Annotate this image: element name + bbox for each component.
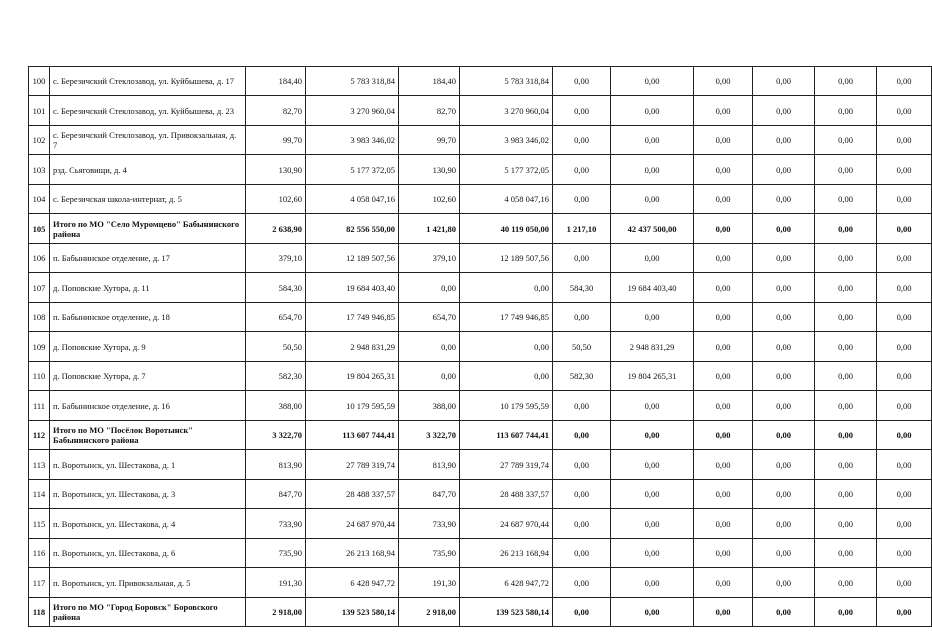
value-cell: 0,00 [460,362,553,391]
value-cell: 0,00 [877,362,932,391]
address-cell: п. Воротынск, ул. Шестакова, д. 4 [50,509,246,539]
table-row [29,155,932,185]
value-cell: 0,00 [815,96,877,126]
value-cell: 0,00 [611,303,694,332]
value-cell: 0,00 [694,96,753,126]
value-cell: 654,70 [399,303,460,332]
value-cell: 0,00 [694,303,753,332]
value-cell: 139 523 580,14 [306,598,399,627]
value-cell: 184,40 [246,67,306,96]
value-cell: 0,00 [553,391,611,421]
address-cell: Итого по МО "Город Боровск" Боровского района [50,598,246,627]
row-number-cell: 116 [29,539,50,568]
table-row [29,185,932,214]
value-cell: 0,00 [753,155,815,185]
address-cell: с. Березичский Стеклозавод, ул. Куйбышева, д. 23 [50,96,246,126]
value-cell: 0,00 [753,421,815,450]
value-cell: 12 189 507,56 [460,244,553,273]
value-cell: 0,00 [877,539,932,568]
value-cell: 0,00 [877,185,932,214]
value-cell: 99,70 [246,126,306,155]
value-cell: 813,90 [399,450,460,480]
value-cell: 130,90 [246,155,306,185]
address-cell: Итого по МО "Село Муромцево" Бабынинского района [50,214,246,244]
value-cell: 0,00 [753,185,815,214]
value-cell: 584,30 [553,273,611,303]
value-cell: 0,00 [753,126,815,155]
row-number-cell: 117 [29,568,50,598]
value-cell: 0,00 [815,155,877,185]
value-cell: 0,00 [815,568,877,598]
value-cell: 2 918,00 [399,598,460,627]
table-row [29,568,932,598]
row-number-cell: 114 [29,480,50,509]
value-cell: 26 213 168,94 [460,539,553,568]
value-cell: 3 322,70 [399,421,460,450]
value-cell: 113 607 744,41 [460,421,553,450]
address-cell: Итого по МО "Посёлок Воротынск" Бабынинского района [50,421,246,450]
value-cell: 847,70 [399,480,460,509]
value-cell: 99,70 [399,126,460,155]
value-cell: 0,00 [553,96,611,126]
value-cell: 0,00 [877,509,932,539]
value-cell: 0,00 [877,568,932,598]
value-cell: 0,00 [877,391,932,421]
value-cell: 0,00 [694,598,753,627]
value-cell: 813,90 [246,450,306,480]
value-cell: 27 789 319,74 [460,450,553,480]
value-cell: 2 948 831,29 [611,332,694,362]
value-cell: 0,00 [753,391,815,421]
row-number-cell: 115 [29,509,50,539]
table-body [29,67,932,627]
value-cell: 0,00 [611,509,694,539]
value-cell: 0,00 [611,421,694,450]
value-cell: 3 270 960,04 [460,96,553,126]
value-cell: 0,00 [877,303,932,332]
table-total-row [29,598,932,627]
value-cell: 0,00 [694,362,753,391]
table-row [29,480,932,509]
value-cell: 5 783 318,84 [460,67,553,96]
address-cell: п. Бабынинское отделение, д. 16 [50,391,246,421]
value-cell: 0,00 [877,480,932,509]
value-cell: 0,00 [694,155,753,185]
value-cell: 24 687 970,44 [460,509,553,539]
value-cell: 10 179 595,59 [306,391,399,421]
address-cell: п. Воротынск, ул. Шестакова, д. 6 [50,539,246,568]
value-cell: 3 270 960,04 [306,96,399,126]
value-cell: 379,10 [246,244,306,273]
value-cell: 82,70 [246,96,306,126]
table-row [29,244,932,273]
value-cell: 0,00 [815,67,877,96]
value-cell: 2 918,00 [246,598,306,627]
row-number-cell: 103 [29,155,50,185]
value-cell: 733,90 [246,509,306,539]
value-cell: 0,00 [694,539,753,568]
value-cell: 0,00 [460,273,553,303]
address-cell: п. Бабынинское отделение, д. 18 [50,303,246,332]
value-cell: 0,00 [553,303,611,332]
housing-table [28,66,932,627]
value-cell: 82,70 [399,96,460,126]
row-number-cell: 104 [29,185,50,214]
value-cell: 0,00 [553,421,611,450]
value-cell: 0,00 [553,126,611,155]
value-cell: 2 638,90 [246,214,306,244]
value-cell: 27 789 319,74 [306,450,399,480]
value-cell: 0,00 [553,244,611,273]
address-cell: п. Воротынск, ул. Привокзальная, д. 5 [50,568,246,598]
row-number-cell: 102 [29,126,50,155]
value-cell: 0,00 [815,362,877,391]
value-cell: 0,00 [611,568,694,598]
value-cell: 0,00 [877,155,932,185]
row-number-cell: 101 [29,96,50,126]
value-cell: 0,00 [694,480,753,509]
address-cell: с. Березичский Стеклозавод, ул. Куйбышева, д. 17 [50,67,246,96]
value-cell: 0,00 [815,303,877,332]
value-cell: 0,00 [815,480,877,509]
value-cell: 0,00 [694,332,753,362]
value-cell: 6 428 947,72 [306,568,399,598]
value-cell: 0,00 [753,539,815,568]
value-cell: 0,00 [877,96,932,126]
value-cell: 26 213 168,94 [306,539,399,568]
table-row [29,67,932,96]
value-cell: 10 179 595,59 [460,391,553,421]
value-cell: 5 783 318,84 [306,67,399,96]
value-cell: 0,00 [753,244,815,273]
value-cell: 0,00 [815,214,877,244]
value-cell: 19 804 265,31 [306,362,399,391]
value-cell: 0,00 [753,96,815,126]
value-cell: 5 177 372,05 [460,155,553,185]
value-cell: 0,00 [553,185,611,214]
value-cell: 3 983 346,02 [460,126,553,155]
value-cell: 0,00 [694,509,753,539]
value-cell: 584,30 [246,273,306,303]
value-cell: 102,60 [246,185,306,214]
table-row [29,450,932,480]
value-cell: 0,00 [694,214,753,244]
value-cell: 0,00 [877,214,932,244]
row-number-cell: 111 [29,391,50,421]
value-cell: 735,90 [399,539,460,568]
value-cell: 0,00 [399,362,460,391]
table-row [29,126,932,155]
value-cell: 0,00 [460,332,553,362]
value-cell: 0,00 [815,273,877,303]
value-cell: 191,30 [246,568,306,598]
value-cell: 17 749 946,85 [460,303,553,332]
value-cell: 6 428 947,72 [460,568,553,598]
value-cell: 0,00 [694,185,753,214]
table-row [29,96,932,126]
value-cell: 0,00 [815,391,877,421]
table-row [29,509,932,539]
value-cell: 0,00 [694,568,753,598]
value-cell: 388,00 [246,391,306,421]
value-cell: 19 684 403,40 [306,273,399,303]
value-cell: 102,60 [399,185,460,214]
value-cell: 0,00 [553,67,611,96]
row-number-cell: 108 [29,303,50,332]
row-number-cell: 106 [29,244,50,273]
value-cell: 28 488 337,57 [306,480,399,509]
value-cell: 0,00 [877,126,932,155]
address-cell: рзд. Сьяговищи, д. 4 [50,155,246,185]
table-row [29,273,932,303]
table-row [29,391,932,421]
value-cell: 0,00 [553,509,611,539]
row-number-cell: 105 [29,214,50,244]
address-cell: с. Березичская школа-интернат, д. 5 [50,185,246,214]
value-cell: 82 556 550,00 [306,214,399,244]
value-cell: 0,00 [399,273,460,303]
value-cell: 0,00 [815,126,877,155]
row-number-cell: 110 [29,362,50,391]
value-cell: 0,00 [611,67,694,96]
value-cell: 0,00 [611,185,694,214]
value-cell: 4 058 047,16 [306,185,399,214]
value-cell: 0,00 [877,67,932,96]
value-cell: 0,00 [877,421,932,450]
value-cell: 0,00 [815,450,877,480]
value-cell: 582,30 [553,362,611,391]
value-cell: 113 607 744,41 [306,421,399,450]
address-cell: п. Воротынск, ул. Шестакова, д. 3 [50,480,246,509]
value-cell: 184,40 [399,67,460,96]
value-cell: 0,00 [611,96,694,126]
value-cell: 0,00 [611,126,694,155]
value-cell: 0,00 [815,598,877,627]
value-cell: 0,00 [815,509,877,539]
address-cell: п. Воротынск, ул. Шестакова, д. 1 [50,450,246,480]
row-number-cell: 112 [29,421,50,450]
value-cell: 5 177 372,05 [306,155,399,185]
value-cell: 0,00 [753,332,815,362]
table-row [29,332,932,362]
value-cell: 654,70 [246,303,306,332]
value-cell: 0,00 [553,598,611,627]
value-cell: 0,00 [399,332,460,362]
value-cell: 40 119 050,00 [460,214,553,244]
value-cell: 19 684 403,40 [611,273,694,303]
row-number-cell: 113 [29,450,50,480]
value-cell: 847,70 [246,480,306,509]
value-cell: 1 421,80 [399,214,460,244]
value-cell: 0,00 [815,539,877,568]
table-row [29,303,932,332]
value-cell: 0,00 [611,155,694,185]
value-cell: 0,00 [611,598,694,627]
value-cell: 0,00 [694,67,753,96]
value-cell: 28 488 337,57 [460,480,553,509]
value-cell: 3 322,70 [246,421,306,450]
value-cell: 42 437 500,00 [611,214,694,244]
value-cell: 0,00 [611,391,694,421]
value-cell: 388,00 [399,391,460,421]
value-cell: 0,00 [611,450,694,480]
row-number-cell: 107 [29,273,50,303]
value-cell: 0,00 [815,332,877,362]
value-cell: 0,00 [694,391,753,421]
value-cell: 0,00 [694,450,753,480]
value-cell: 0,00 [694,421,753,450]
address-cell: д. Поповские Хутора, д. 7 [50,362,246,391]
value-cell: 0,00 [753,214,815,244]
value-cell: 0,00 [553,450,611,480]
row-number-cell: 109 [29,332,50,362]
value-cell: 0,00 [753,450,815,480]
value-cell: 0,00 [877,273,932,303]
value-cell: 0,00 [753,303,815,332]
value-cell: 0,00 [553,568,611,598]
value-cell: 0,00 [815,185,877,214]
value-cell: 582,30 [246,362,306,391]
value-cell: 130,90 [399,155,460,185]
value-cell: 735,90 [246,539,306,568]
value-cell: 1 217,10 [553,214,611,244]
value-cell: 0,00 [553,480,611,509]
value-cell: 0,00 [753,67,815,96]
address-cell: д. Поповские Хутора, д. 9 [50,332,246,362]
value-cell: 139 523 580,14 [460,598,553,627]
value-cell: 0,00 [815,421,877,450]
value-cell: 0,00 [877,332,932,362]
value-cell: 3 983 346,02 [306,126,399,155]
row-number-cell: 118 [29,598,50,627]
value-cell: 0,00 [877,598,932,627]
value-cell: 24 687 970,44 [306,509,399,539]
value-cell: 0,00 [611,244,694,273]
value-cell: 19 804 265,31 [611,362,694,391]
value-cell: 733,90 [399,509,460,539]
value-cell: 4 058 047,16 [460,185,553,214]
value-cell: 0,00 [753,568,815,598]
value-cell: 0,00 [694,244,753,273]
address-cell: д. Поповские Хутора, д. 11 [50,273,246,303]
value-cell: 0,00 [753,598,815,627]
value-cell: 0,00 [694,126,753,155]
table-total-row [29,214,932,244]
value-cell: 0,00 [553,539,611,568]
value-cell: 0,00 [611,539,694,568]
document-page [28,66,912,627]
value-cell: 0,00 [877,244,932,273]
table-row [29,539,932,568]
value-cell: 0,00 [753,273,815,303]
value-cell: 0,00 [753,362,815,391]
value-cell: 17 749 946,85 [306,303,399,332]
table-row [29,362,932,391]
value-cell: 0,00 [553,155,611,185]
value-cell: 379,10 [399,244,460,273]
address-cell: с. Березичский Стеклозавод, ул. Привокзальная, д. 7 [50,126,246,155]
value-cell: 0,00 [815,244,877,273]
value-cell: 0,00 [694,273,753,303]
value-cell: 0,00 [753,509,815,539]
value-cell: 12 189 507,56 [306,244,399,273]
value-cell: 50,50 [553,332,611,362]
value-cell: 0,00 [877,450,932,480]
value-cell: 2 948 831,29 [306,332,399,362]
table-total-row [29,421,932,450]
value-cell: 50,50 [246,332,306,362]
row-number-cell: 100 [29,67,50,96]
value-cell: 0,00 [753,480,815,509]
address-cell: п. Бабынинское отделение, д. 17 [50,244,246,273]
value-cell: 191,30 [399,568,460,598]
value-cell: 0,00 [611,480,694,509]
